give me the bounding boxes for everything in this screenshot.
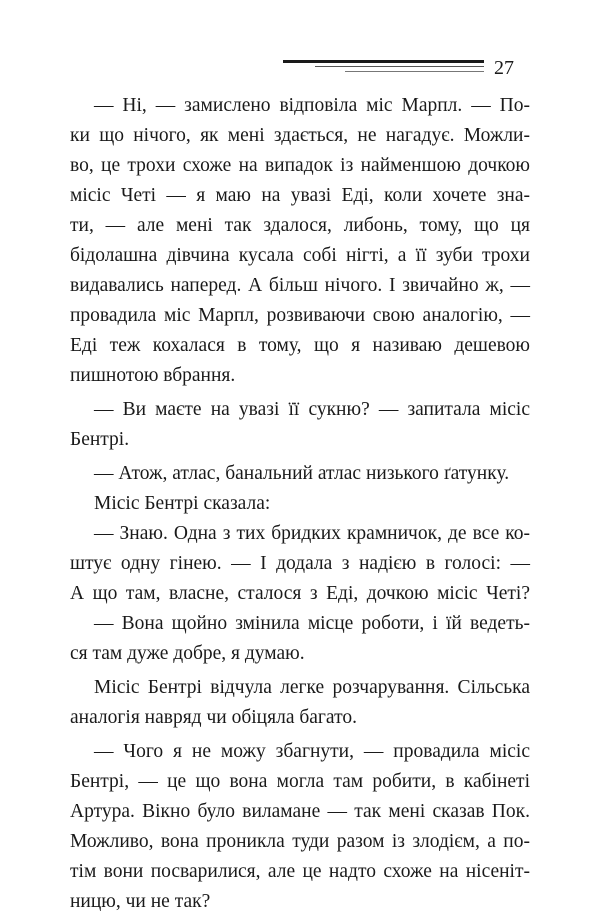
text-line: бідолашна дівчина кусала собі нігті, а її зуби трохи xyxy=(70,245,530,266)
text-line: аналогія навряд чи обіцяла багато. xyxy=(70,707,357,728)
text-line: ницю, чи не так? xyxy=(70,891,211,912)
text-line: Еді теж кохалася в тому, що я називаю дешевою xyxy=(70,335,530,356)
text-line: Артура. Вікно було виламане — так мені сказав Пок. xyxy=(70,801,530,822)
header-rule-thick xyxy=(283,60,484,63)
text-line: тім вони посварилися, але це надто схоже на нісеніт- xyxy=(70,861,530,882)
text-line: — Чого я не можу збагнути, — провадила місіс xyxy=(94,741,530,762)
text-line: ки що нічого, як мені здається, не нагадує. Можли- xyxy=(70,125,530,146)
page-header xyxy=(0,0,600,90)
body-text xyxy=(70,91,530,917)
text-line: провадила міс Марпл, розвиваючи свою аналогію, — xyxy=(70,305,530,326)
header-rule-thin xyxy=(315,66,484,67)
text-line: Бентрі. xyxy=(70,429,130,450)
text-line: — Ні, — замислено відповіла міс Марпл. — По- xyxy=(94,95,530,116)
text-line: ти, — але мені так здалося, либонь, тому, що ця xyxy=(70,215,530,236)
page-number: 27 xyxy=(494,57,514,79)
text-line: ся там дуже добре, я думаю. xyxy=(70,643,305,664)
text-line: місіс Четі — я маю на увазі Еді, коли хочете зна- xyxy=(70,185,530,206)
header-rule-thin xyxy=(345,71,484,72)
text-line: Можливо, вона проникла туди разом із злодієм, а по- xyxy=(70,831,530,852)
text-line: во, це трохи схоже на випадок із найменшою дочкою xyxy=(70,155,530,176)
text-line: штує одну гінею. — І додала з надією в голосі: — xyxy=(70,553,530,574)
text-line: видавались наперед. А більш нічого. І звичайно ж, — xyxy=(70,275,530,296)
text-line: Місіс Бентрі сказала: xyxy=(94,493,271,514)
text-line: — Знаю. Одна з тих бридких крамничок, де все ко- xyxy=(94,523,530,544)
text-line: — Ви маєте на увазі її сукню? — запитала місіс xyxy=(94,399,530,420)
text-line: А що там, власне, сталося з Еді, дочкою місіс Четі? xyxy=(70,583,530,604)
text-line: — Вона щойно змінила місце роботи, і їй ведеть- xyxy=(94,613,530,634)
text-line: Місіс Бентрі відчула легке розчарування. Сільська xyxy=(94,677,530,698)
text-line: пишнотою вбрання. xyxy=(70,365,236,386)
text-line: — Атож, атлас, банальний атлас низького ґатунку. xyxy=(94,463,510,484)
text-line: Бентрі, — це що вона могла там робити, в кабінеті xyxy=(70,771,530,792)
